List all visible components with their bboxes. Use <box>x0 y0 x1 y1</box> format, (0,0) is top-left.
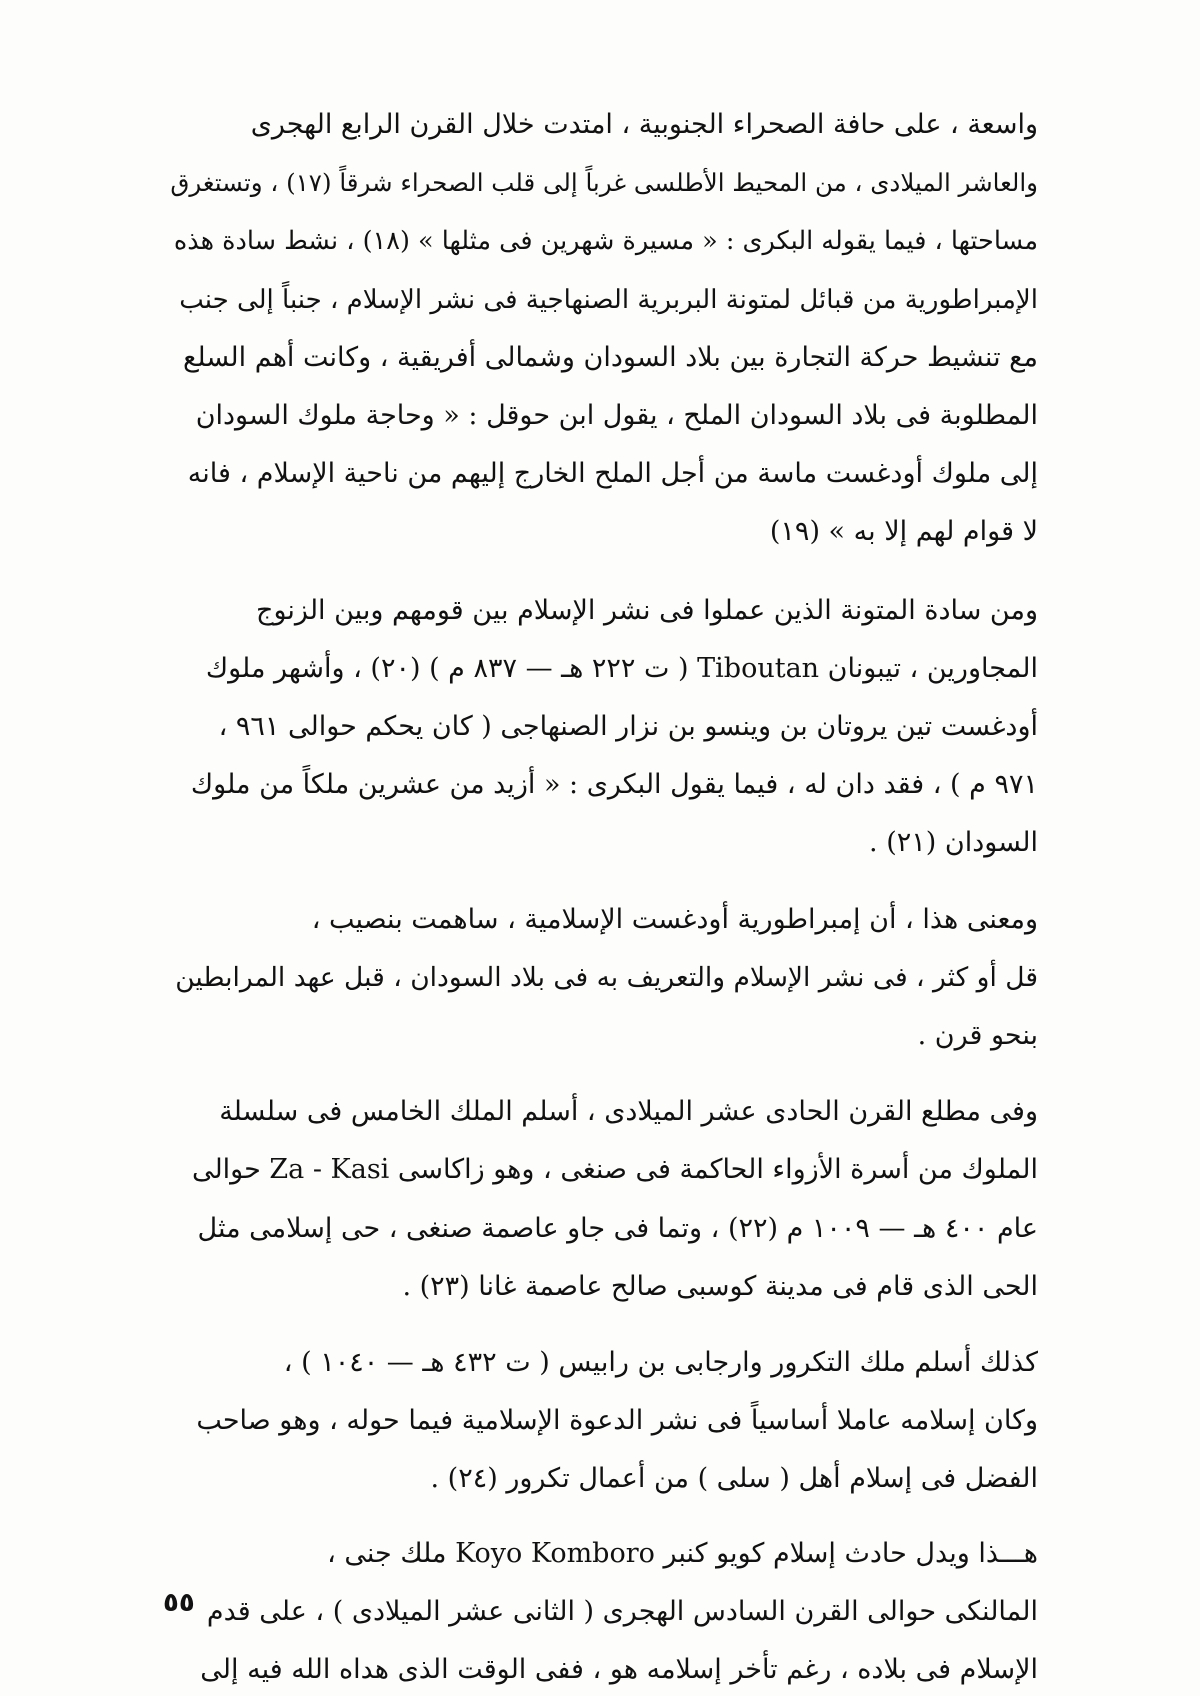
text-line: المجاورين ، تيبونان Tiboutan ( ت ٢٢٢ هـ — ٨٣٧ م ) (٢٠) ، وأشهر ملوك <box>205 652 1038 684</box>
text-line: قل أو كثر ، فى نشر الإسلام والتعريف به فى بلاد السودان ، قبل عهد المرابطين <box>175 961 1038 993</box>
text-line: إلى ملوك أودغست ماسة من أجل الملح الخارج إليهم من ناحية الإسلام ، فانه <box>187 458 1038 490</box>
paragraph-2 <box>168 582 1038 873</box>
paragraph-1 <box>168 96 1038 562</box>
text-line: مساحتها ، فيما يقوله البكرى : « مسيرة شهرين فى مثلها » (١٨) ، نشط سادة هذه <box>173 226 1038 257</box>
text-line: لا قوام لهم إلا به » (١٩) <box>769 516 1038 548</box>
paragraph-6 <box>168 1525 1038 1699</box>
text-line: ومعنى هذا ، أن إمبراطورية أودغست الإسلامية ، ساهمت بنصيب ، <box>311 903 1038 935</box>
text-line: هـــذا ويدل حادث إسلام كويو كنبر Koyo Komboro ملك جنى ، <box>327 1537 1038 1569</box>
paragraph-3 <box>168 891 1038 1066</box>
text-line: ٩٧١ م ) ، فقد دان له ، فيما يقول البكرى : « أزيد من عشرين ملكاً من ملوك <box>190 769 1038 801</box>
page-number: ٥٥ <box>163 1588 195 1618</box>
text-line: وكان إسلامه عاملا أساسياً فى نشر الدعوة الإسلامية فيما حوله ، وهو صاحب <box>196 1405 1038 1437</box>
text-line: السودان (٢١) . <box>869 827 1038 859</box>
text-line: بنحو قرن . <box>917 1020 1038 1052</box>
text-line: والعاشر الميلادى ، من المحيط الأطلسى غرباً إلى قلب الصحراء شرقاً (١٧) ، وتستغرق <box>170 168 1038 198</box>
text-line: وفى مطلع القرن الحادى عشر الميلادى ، أسلم الملك الخامس فى سلسلة <box>219 1096 1038 1128</box>
paragraph-4 <box>168 1083 1038 1316</box>
text-line: ومن سادة المتونة الذين عملوا فى نشر الإسلام بين قومهم وبين الزنوج <box>256 594 1038 626</box>
text-line: المالنكى حوالى القرن السادس الهجرى ( الثانى عشر الميلادى ) ، على قدم <box>206 1595 1038 1627</box>
text-line: مع تنشيط حركة التجارة بين بلاد السودان وشمالى أفريقية ، وكانت أهم السلع <box>183 341 1038 373</box>
body-text <box>168 96 1038 1699</box>
text-line: واسعة ، على حافة الصحراء الجنوبية ، امتدت خلال القرن الرابع الهجرى <box>250 109 1038 140</box>
text-line: الإسلام فى بلاده ، رغم تأخر إسلامه هو ، ففى الوقت الذى هداه الله فيه إلى <box>200 1654 1038 1686</box>
text-line: الإمبراطورية من قبائل لمتونة البربرية الصنهاجية فى نشر الإسلام ، جنباً إلى جنب <box>179 284 1038 315</box>
text-line: أودغست تين يروتان بن وينسو بن نزار الصنهاجى ( كان يحكم حوالى ٩٦١ ، <box>218 711 1038 743</box>
text-line: الفضل فى إسلام أهل ( سلى ) من أعمال تكرور (٢٤) . <box>430 1463 1038 1495</box>
text-line: كذلك أسلم ملك التكرور وارجابى بن رابيس ( ت ٤٣٢ هـ — ١٠٤٠ ) ، <box>283 1347 1038 1379</box>
text-line: الملوك من أسرة الأزواء الحاكمة فى صنغى ، وهو زاكاسى Za - Kasi حوالى <box>191 1154 1038 1186</box>
text-line: الحى الذى قام فى مدينة كوسبى صالح عاصمة غانا (٢٣) . <box>402 1270 1038 1302</box>
paragraph-5 <box>168 1334 1038 1509</box>
text-line: عام ٤٠٠ هـ — ١٠٠٩ م (٢٢) ، وتما فى جاو عاصمة صنغى ، حى إسلامى مثل <box>197 1212 1038 1244</box>
text-line: المطلوبة فى بلاد السودان الملح ، يقول ابن حوقل : « وحاجة ملوك السودان <box>195 400 1038 432</box>
